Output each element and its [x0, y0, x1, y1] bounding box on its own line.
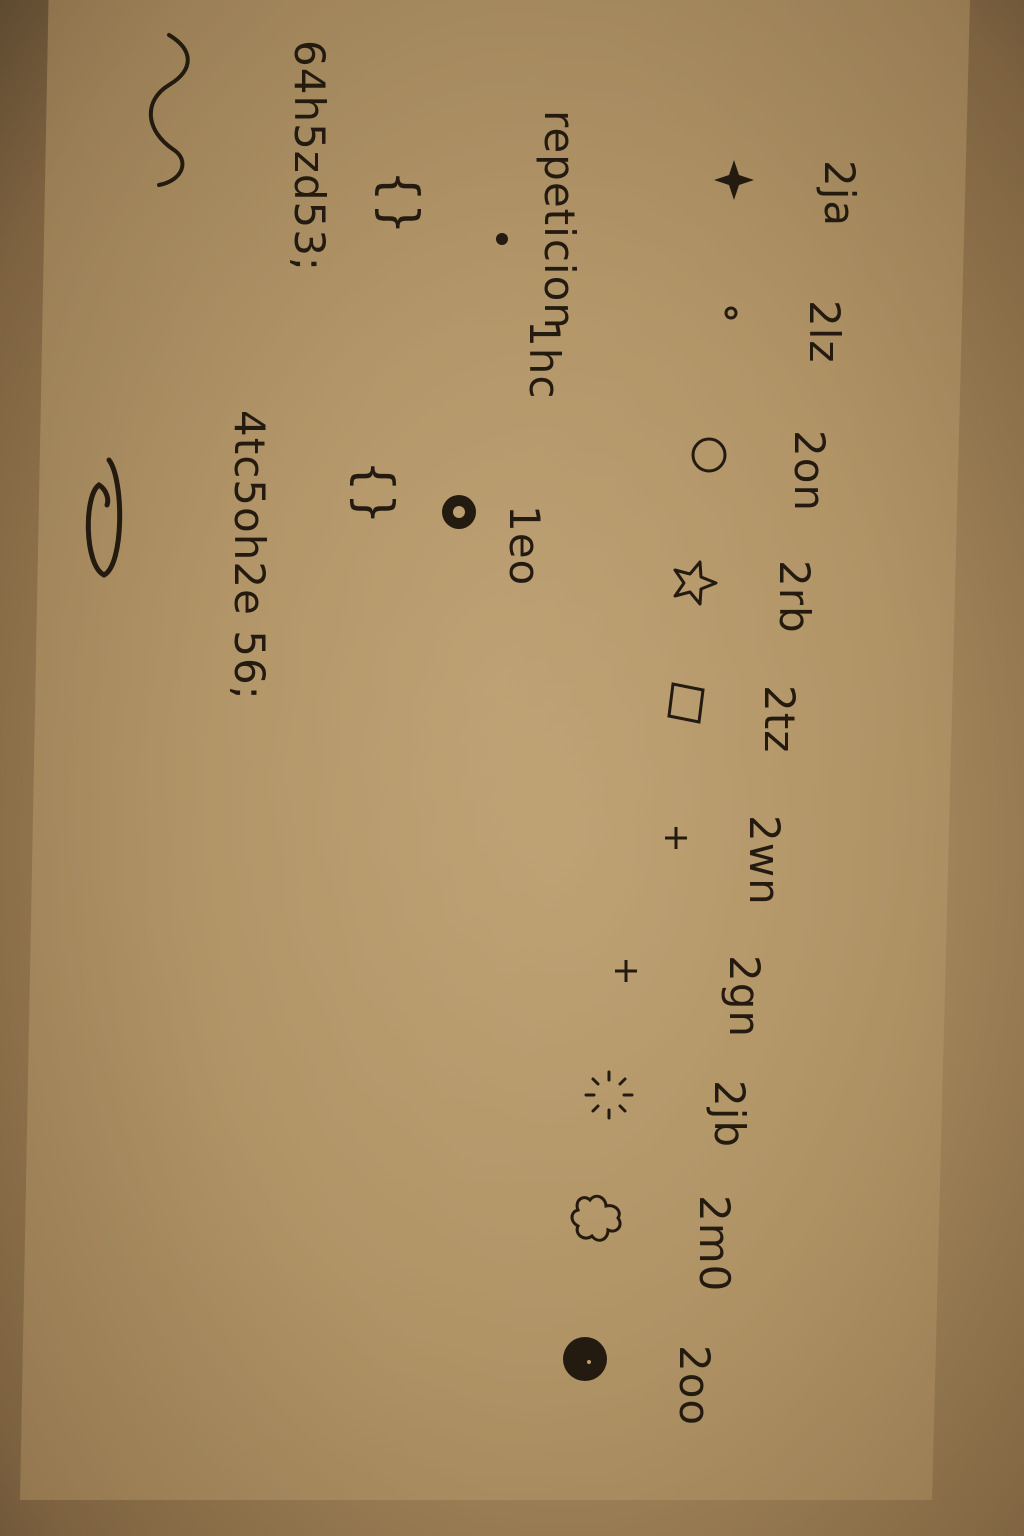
long-code: 4tc5oh2e 56;	[225, 410, 274, 701]
long-code: 64h5zd53;	[285, 40, 334, 273]
middle-code: 1hc	[520, 320, 569, 400]
header-code: 2gn	[720, 955, 769, 1039]
small-circle-icon	[723, 305, 739, 321]
header-code: 2m0	[690, 1195, 739, 1293]
header-code: 2tz	[755, 685, 804, 754]
diamond-icon	[663, 680, 709, 726]
four-point-star-icon	[714, 160, 754, 200]
header-code: 2lz	[800, 300, 849, 364]
squiggle-mark	[134, 30, 204, 190]
middle-code: 1eo	[500, 505, 549, 587]
repeticion-label: repeticion	[535, 110, 584, 330]
filled-circle-icon	[561, 1335, 609, 1383]
braces: {}	[346, 460, 404, 526]
header-code: 2oo	[670, 1345, 719, 1427]
header-code: 2on	[785, 430, 834, 513]
circle-icon	[689, 435, 729, 475]
plus-icon	[613, 958, 639, 984]
header-code: 2ja	[815, 160, 864, 228]
plus-icon	[663, 825, 689, 851]
header-code: 2rb	[770, 560, 819, 634]
header-code: 2jb	[705, 1080, 754, 1149]
open-star-icon	[673, 560, 719, 606]
braces: {}	[371, 170, 429, 236]
flower-icon	[568, 1190, 624, 1246]
header-code: 2wn	[740, 815, 789, 906]
ring-dot-icon	[439, 492, 479, 532]
sparkle-icon	[584, 1070, 634, 1120]
hook-mark	[79, 455, 129, 585]
dot-icon	[495, 232, 509, 246]
